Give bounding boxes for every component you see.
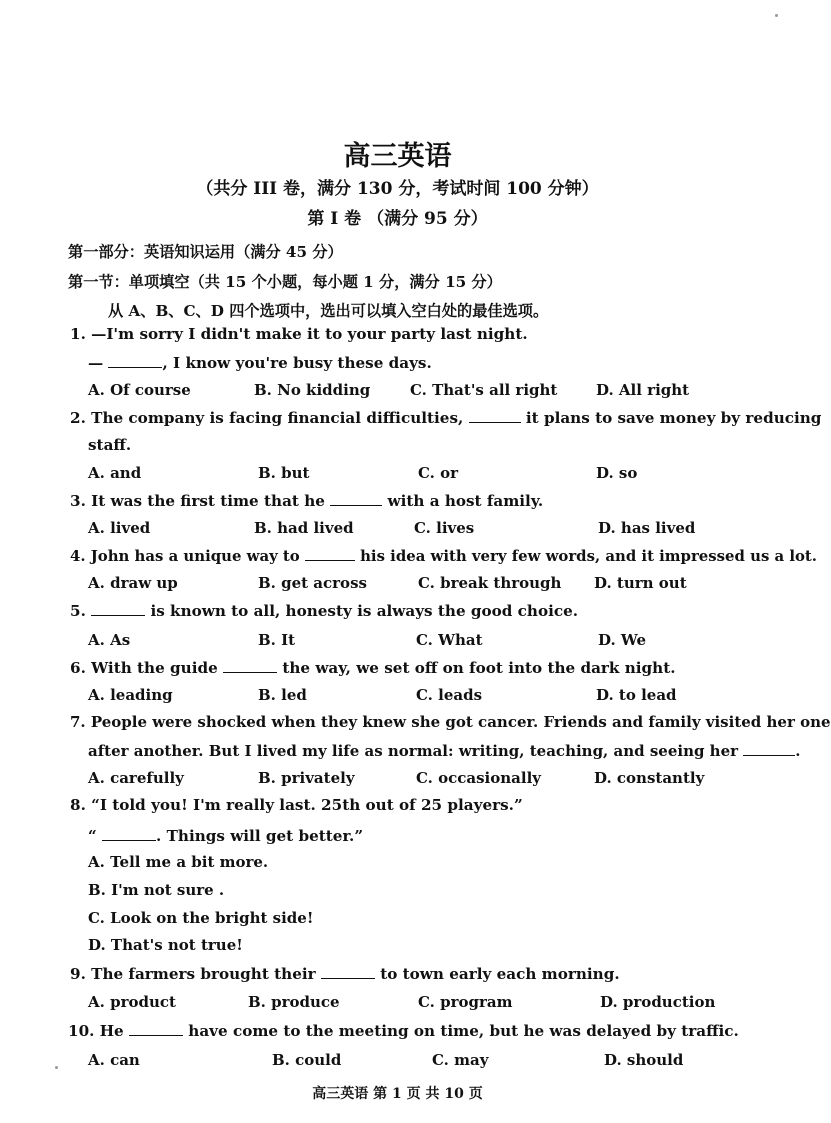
option-c: C. break through [418,574,562,592]
text: — [88,354,109,372]
answer-blank [108,353,162,368]
text: after another. But I lived my life as normal: writing, teaching, and seeing her [88,742,744,760]
option-b: B. but [258,464,310,482]
part-heading: 第一部分：英语知识运用（满分 45 分） [68,243,343,261]
scan-speck [55,1066,58,1069]
answer-blank [321,964,375,979]
exam-info: （共分 III 卷，满分 130 分，考试时间 100 分钟） [196,179,599,199]
option-b: B. produce [248,993,340,1011]
answer-blank [330,491,382,506]
question-4-stem [70,546,817,565]
option-b: B. privately [258,769,355,787]
section-heading: 第一节：单项填空（共 15 个小题，每小题 1 分，满分 15 分） [68,273,502,291]
text: . [795,742,801,760]
option-d: D. turn out [594,574,687,592]
answer-blank [91,601,145,616]
option-b: B. It [258,631,296,649]
option-d: D. has lived [598,519,696,537]
answer-blank [129,1021,183,1036]
answer-blank [305,546,355,561]
answer-blank [469,408,521,423]
exam-title: 高三英语 [343,141,452,172]
option-d: D. We [598,631,647,649]
instruction: 从 A、B、C、D 四个选项中，选出可以填入空白处的最佳选项。 [108,302,549,320]
question-2-stem-cont: staff. [88,436,132,454]
question-7-stem-cont [88,741,801,760]
option-a: A. and [88,464,142,482]
text: his idea with very few words, and it impressed us a lot. [354,547,817,565]
question-9-stem [70,964,620,983]
option-d: D. should [604,1051,684,1069]
question-8-reply [88,826,363,845]
question-6-stem [70,658,676,677]
text: 4. John has a unique way to [70,547,305,565]
option-c: C. leads [416,686,483,704]
option-d: D. That's not true! [88,936,243,954]
option-b: B. could [272,1051,342,1069]
question-1-reply [88,353,432,372]
answer-blank [743,741,795,756]
option-c: C. program [418,993,513,1011]
option-b: B. I'm not sure . [88,881,225,899]
text: “ [88,827,103,845]
option-d: D. All right [596,381,690,399]
option-a: A. leading [88,686,173,704]
text: 2. The company is facing financial difficulties, [70,409,469,427]
text: the way, we set off on foot into the dark night. [277,659,676,677]
text: is known to all, honesty is always the good choice. [145,602,579,620]
question-8-stem: 8. “I told you! I'm really last. 25th out of 25 players.” [70,796,523,814]
option-a: A. Of course [88,381,191,399]
option-d: D. to lead [596,686,677,704]
question-3-stem [70,491,543,510]
option-c: C. occasionally [416,769,541,787]
option-d: D. so [596,464,638,482]
option-b: B. had lived [254,519,354,537]
page-footer: 高三英语 第 1 页 共 10 页 [312,1086,483,1102]
option-a: A. As [88,631,131,649]
option-a: A. can [88,1051,140,1069]
option-d: D. production [600,993,716,1011]
text: with a host family. [382,492,544,510]
text: 9. The farmers brought their [70,965,321,983]
text: 6. With the guide [70,659,224,677]
text: 10. He [68,1022,130,1040]
text: it plans to save money by reducing [520,409,822,427]
text: . Things will get better.” [156,827,364,845]
question-10-stem [68,1021,739,1040]
option-a: A. draw up [88,574,178,592]
text: have come to the meeting on time, but he was delayed by traffic. [183,1022,739,1040]
option-b: B. No kidding [254,381,371,399]
option-c: C. lives [414,519,475,537]
option-c: C. What [416,631,483,649]
volume-heading: 第 I 卷 （满分 95 分） [307,209,488,229]
question-7-stem: 7. People were shocked when they knew she got cancer. Friends and family visited her one [70,713,831,731]
option-c: C. or [418,464,459,482]
option-a: A. lived [88,519,151,537]
text: 3. It was the first time that he [70,492,331,510]
option-d: D. constantly [594,769,705,787]
option-c: C. may [432,1051,489,1069]
option-c: C. Look on the bright side! [88,909,314,927]
option-b: B. get across [258,574,367,592]
answer-blank [102,826,156,841]
option-c: C. That's all right [410,381,558,399]
scan-speck [775,14,778,17]
text: 5. [70,602,92,620]
option-b: B. led [258,686,307,704]
option-a: A. carefully [88,769,184,787]
option-a: A. Tell me a bit more. [88,853,269,871]
question-2-stem [70,408,821,427]
answer-blank [223,658,277,673]
question-1-stem: 1. —I'm sorry I didn't make it to your party last night. [70,325,528,343]
text: , I know you're busy these days. [162,354,432,372]
question-5-stem [70,601,578,620]
text: to town early each morning. [374,965,620,983]
option-a: A. product [88,993,176,1011]
